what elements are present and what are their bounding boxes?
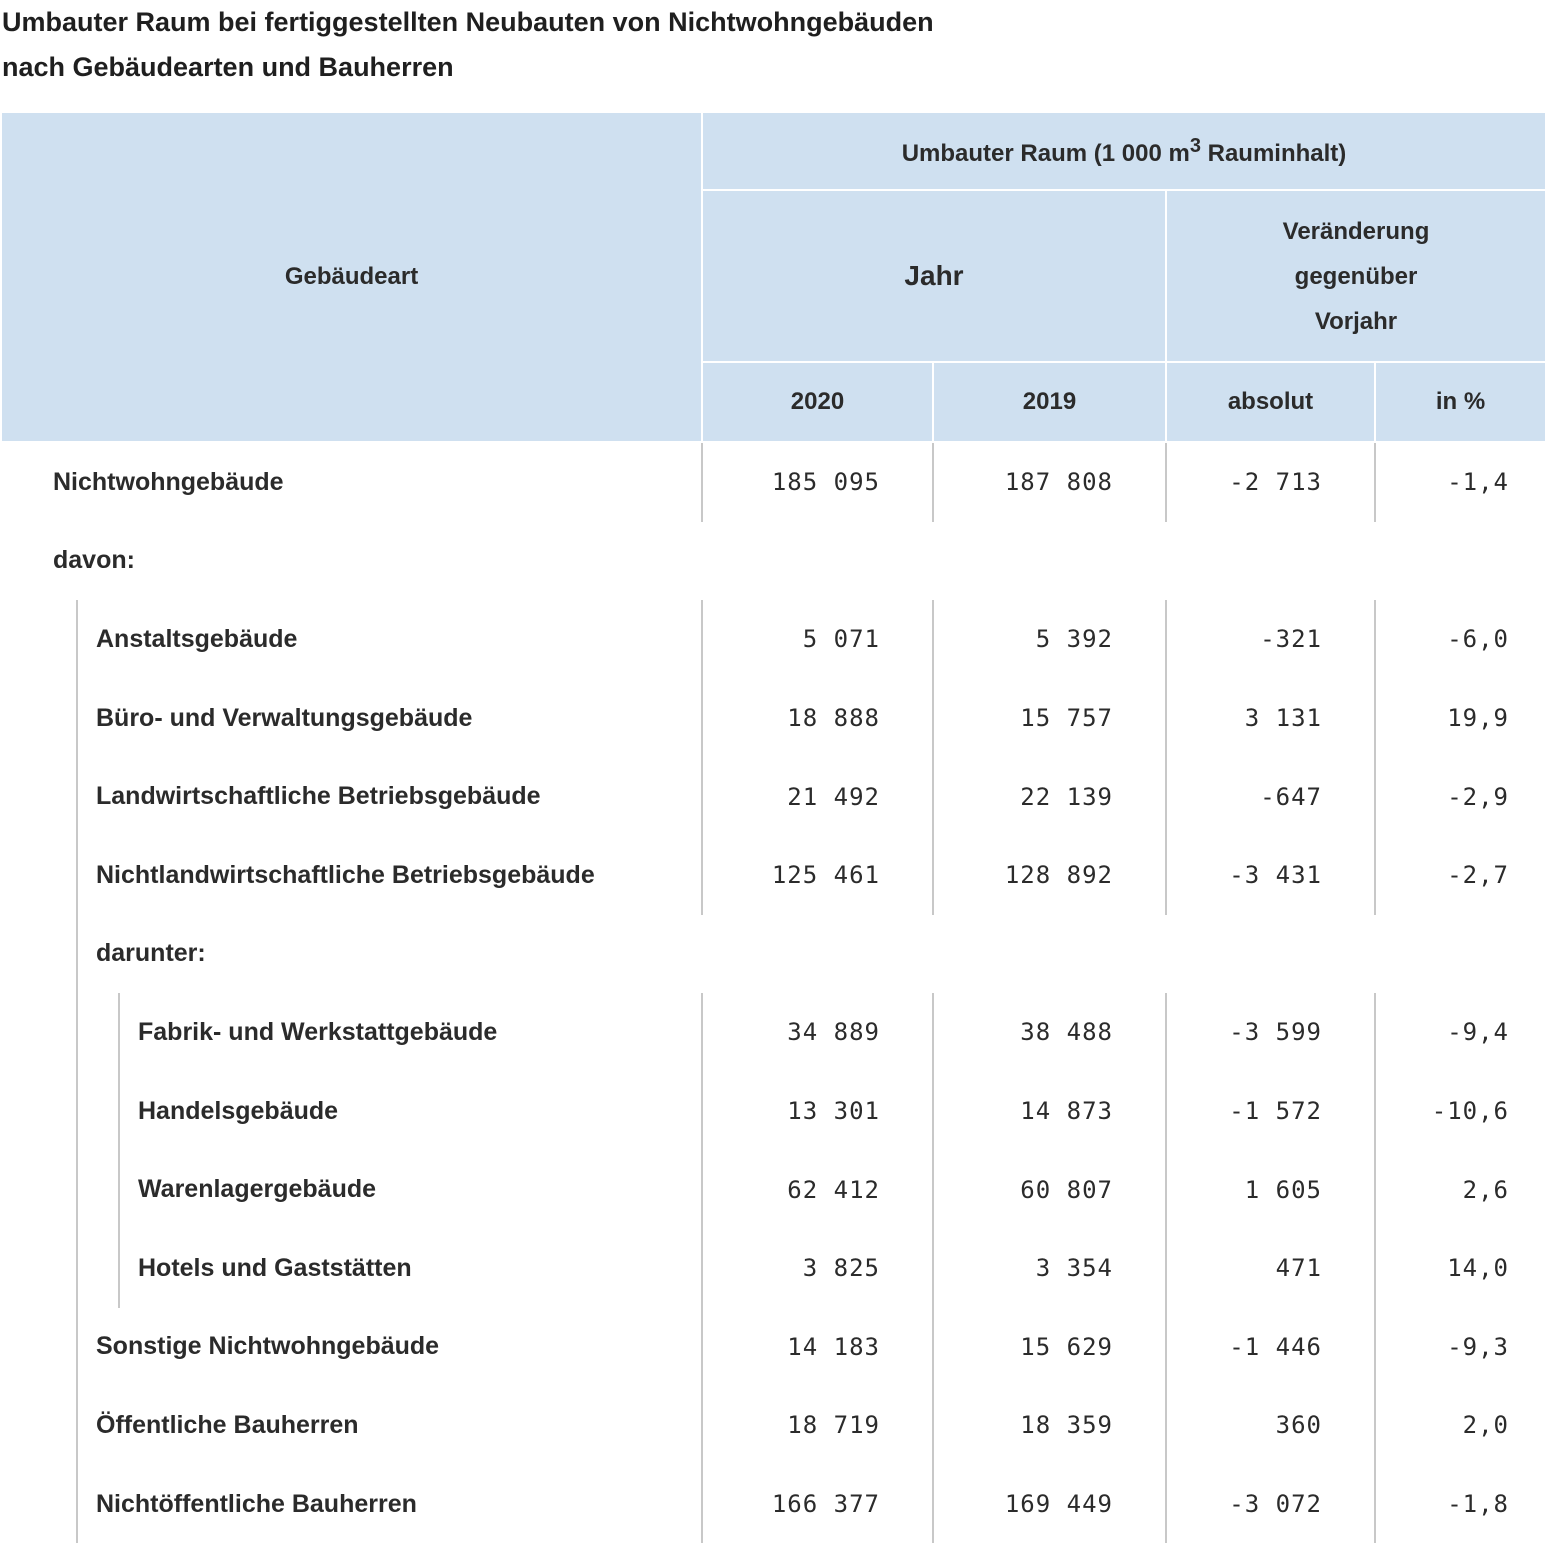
header-in-prozent: in %	[1375, 362, 1545, 442]
cell-in-prozent: -1,8	[1375, 1465, 1545, 1543]
header-umbauter-raum-text: Umbauter Raum (1 000 m	[901, 139, 1190, 167]
cell-in-prozent: 19,9	[1375, 679, 1545, 758]
indent-guide	[118, 993, 120, 1072]
caption-line-1: Umbauter Raum bei fertiggestellten Neubauten von Nichtwohngebäuden	[2, 7, 934, 37]
indent-guide	[118, 1072, 120, 1151]
row-label: Nichtwohngebäude	[53, 467, 284, 496]
cell-2019: 38 488	[933, 993, 1166, 1072]
cell-2020: 185 095	[702, 442, 933, 522]
header-superscript: 3	[1189, 134, 1201, 157]
cell-2019: 14 873	[933, 1072, 1166, 1151]
cell-2019: 15 757	[933, 679, 1166, 758]
table-row	[2, 1386, 1545, 1465]
cell-absolut: 360	[1166, 1386, 1375, 1465]
cell-absolut: -3 599	[1166, 993, 1375, 1072]
row-label-cell	[2, 679, 702, 758]
cell-in-prozent: 2,0	[1375, 1386, 1545, 1465]
cell-in-prozent: -1,4	[1375, 442, 1545, 522]
row-label: Öffentliche Bauherren	[96, 1410, 359, 1439]
indent-guide	[76, 836, 78, 915]
cell-in-prozent: -6,0	[1375, 600, 1545, 679]
table-body	[2, 442, 1545, 1543]
statistics-table	[2, 111, 1545, 1543]
cell-absolut: -2 713	[1166, 442, 1375, 522]
row-label-cell	[2, 757, 702, 836]
cell-2019: 60 807	[933, 1150, 1166, 1229]
cell-2019: 128 892	[933, 836, 1166, 915]
indent-guide	[76, 679, 78, 758]
table-row	[2, 679, 1545, 758]
cell-in-prozent: 14,0	[1375, 1229, 1545, 1308]
cell-2020: 34 889	[702, 993, 933, 1072]
cell-2019: 22 139	[933, 757, 1166, 836]
row-label: davon:	[53, 546, 135, 575]
row-label-cell	[2, 1150, 702, 1229]
cell-empty	[933, 522, 1166, 601]
table-row	[2, 600, 1545, 679]
cell-absolut: -1 446	[1166, 1308, 1375, 1387]
table-row	[2, 1150, 1545, 1229]
cell-2019: 3 354	[933, 1229, 1166, 1308]
cell-2020: 14 183	[702, 1308, 933, 1387]
cell-2020: 18 719	[702, 1386, 933, 1465]
cell-absolut: -647	[1166, 757, 1375, 836]
row-label: Warenlagergebäude	[138, 1175, 377, 1204]
indent-guide	[76, 1386, 78, 1465]
header-veraenderung-line3: Vorjahr	[1314, 307, 1398, 335]
cell-in-prozent: -10,6	[1375, 1072, 1545, 1151]
row-label-cell	[2, 1386, 702, 1465]
table-row	[2, 1072, 1545, 1151]
table-row-subheading	[2, 915, 1545, 994]
cell-2019: 15 629	[933, 1308, 1166, 1387]
header-umbauter-raum	[702, 112, 1545, 190]
indent-guide	[76, 1150, 78, 1229]
table-row	[2, 836, 1545, 915]
row-label: Fabrik- und Werkstattgebäude	[138, 1017, 498, 1046]
cell-in-prozent: -9,3	[1375, 1308, 1545, 1387]
table-row	[2, 1465, 1545, 1543]
indent-guide	[76, 915, 78, 994]
cell-absolut: -321	[1166, 600, 1375, 679]
cell-empty	[1166, 522, 1375, 601]
cell-empty	[702, 522, 933, 601]
table-row	[2, 1308, 1545, 1387]
indent-guide	[76, 1072, 78, 1151]
cell-empty	[1375, 522, 1545, 601]
table-caption	[2, 0, 934, 90]
header-2019: 2019	[933, 362, 1166, 442]
caption-line-2: nach Gebäudearten und Bauherren	[2, 52, 454, 82]
header-umbauter-raum-suffix: Rauminhalt)	[1200, 139, 1347, 167]
cell-2019: 169 449	[933, 1465, 1166, 1543]
table-row	[2, 442, 1545, 522]
cell-in-prozent: -2,7	[1375, 836, 1545, 915]
cell-in-prozent: -2,9	[1375, 757, 1545, 836]
row-label-cell	[2, 1465, 702, 1543]
row-label: darunter:	[96, 939, 206, 968]
row-label: Nichtlandwirtschaftliche Betriebsgebäude	[96, 860, 595, 889]
cell-absolut: 3 131	[1166, 679, 1375, 758]
header-veraenderung	[1166, 190, 1545, 362]
header-2020: 2020	[702, 362, 933, 442]
indent-guide	[76, 1465, 78, 1543]
indent-guide	[76, 600, 78, 679]
cell-2019: 5 392	[933, 600, 1166, 679]
cell-2019: 18 359	[933, 1386, 1166, 1465]
cell-2020: 62 412	[702, 1150, 933, 1229]
cell-absolut: 471	[1166, 1229, 1375, 1308]
table-row	[2, 1229, 1545, 1308]
cell-2020: 5 071	[702, 600, 933, 679]
indent-guide	[76, 757, 78, 836]
header-gebaeudeart: Gebäudeart	[2, 112, 702, 442]
cell-empty	[933, 915, 1166, 994]
cell-2020: 13 301	[702, 1072, 933, 1151]
cell-empty	[1375, 915, 1545, 994]
cell-2020: 21 492	[702, 757, 933, 836]
row-label-cell	[2, 1229, 702, 1308]
header-veraenderung-line1: Veränderung	[1282, 217, 1430, 245]
cell-absolut: -3 431	[1166, 836, 1375, 915]
header-jahr: Jahr	[702, 190, 1166, 362]
row-label-cell	[2, 836, 702, 915]
table-row-subheading	[2, 522, 1545, 601]
indent-guide	[76, 1229, 78, 1308]
header-absolut: absolut	[1166, 362, 1375, 442]
cell-empty	[1166, 915, 1375, 994]
cell-in-prozent: -9,4	[1375, 993, 1545, 1072]
row-label-cell	[2, 1072, 702, 1151]
row-label-cell	[2, 1308, 702, 1387]
row-label: Nichtöffentliche Bauherren	[96, 1489, 417, 1518]
cell-2019: 187 808	[933, 442, 1166, 522]
row-label: Anstaltsgebäude	[96, 624, 298, 653]
indent-guide	[76, 1308, 78, 1387]
indent-guide	[118, 1150, 120, 1229]
cell-2020: 3 825	[702, 1229, 933, 1308]
cell-absolut: -3 072	[1166, 1465, 1375, 1543]
cell-empty	[702, 915, 933, 994]
row-label-cell	[2, 993, 702, 1072]
header-veraenderung-line2: gegenüber	[1294, 262, 1418, 290]
row-label: Landwirtschaftliche Betriebsgebäude	[96, 782, 541, 811]
indent-guide	[76, 993, 78, 1072]
row-label: Hotels und Gaststätten	[138, 1253, 412, 1282]
row-label-cell	[2, 600, 702, 679]
table-header	[2, 112, 1545, 442]
cell-in-prozent: 2,6	[1375, 1150, 1545, 1229]
row-label-cell	[2, 915, 702, 994]
row-label: Büro- und Verwaltungsgebäude	[96, 703, 473, 732]
table-row	[2, 757, 1545, 836]
row-label: Sonstige Nichtwohngebäude	[96, 1332, 440, 1361]
table-row	[2, 993, 1545, 1072]
row-label: Handelsgebäude	[138, 1096, 339, 1125]
cell-absolut: 1 605	[1166, 1150, 1375, 1229]
cell-2020: 18 888	[702, 679, 933, 758]
cell-2020: 166 377	[702, 1465, 933, 1543]
cell-absolut: -1 572	[1166, 1072, 1375, 1151]
cell-2020: 125 461	[702, 836, 933, 915]
indent-guide	[118, 1229, 120, 1308]
